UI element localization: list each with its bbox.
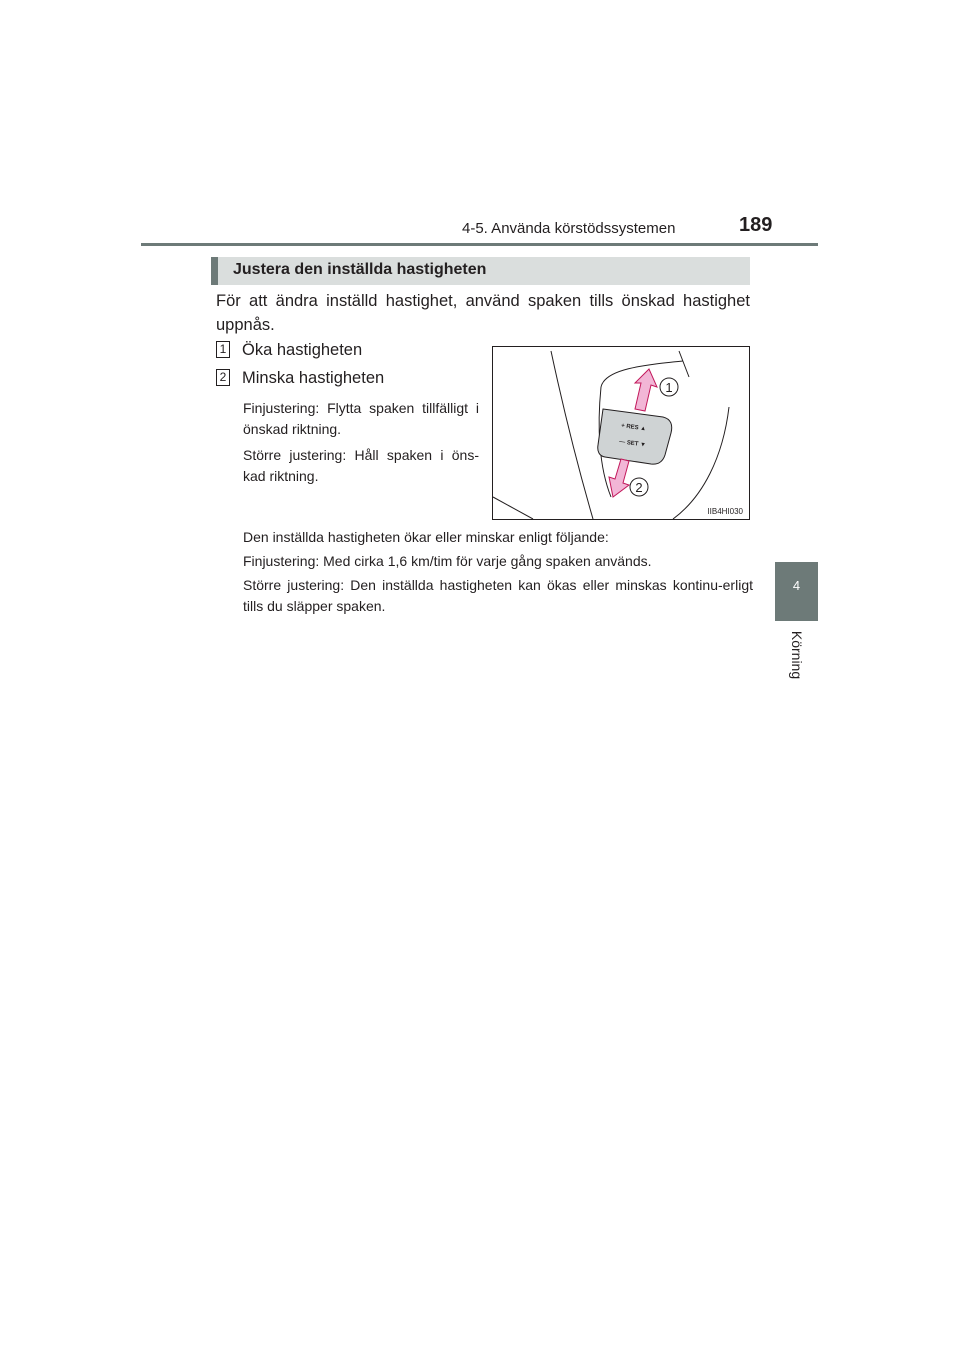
chapter-tab-label: Körning [789,630,805,680]
lever-label-res: + RES ▲ [620,423,647,433]
chapter-section-title: 4-5. Använda körstödssystemen [462,220,676,237]
section-heading: Justera den inställda hastigheten [233,261,487,278]
dash-edge [493,497,533,519]
panel-edge [679,351,689,377]
callout-label-2: 2 [635,480,643,495]
note-fine: Finjustering: Med cirka 1,6 km/tim för varje gång spaken används. [243,553,652,569]
step-decrease [216,369,384,391]
page-number: 189 [739,214,773,236]
step-increase [216,341,362,363]
section-heading-bar [211,257,750,285]
arrow-up-icon [635,369,657,411]
figure-code: IIB4HI030 [707,507,743,516]
step-label: Öka hastigheten [242,341,363,359]
step-number-badge: 1 [216,341,230,358]
wheel-rim [673,407,729,519]
detail-fine-adjust: Finjustering: Flytta spaken tillfälligt i önskad riktning. [243,400,479,437]
step-label: Minska hastigheten [242,369,385,387]
cruise-lever [598,409,672,464]
callout-label-1: 1 [665,380,673,395]
lever-illustration [492,346,750,520]
step-number-badge: 2 [216,369,230,386]
note-coarse: Större justering: Den inställda hastigheten kan ökas eller minskas kontinu-erligt tills du släpper spaken. [243,577,753,614]
detail-coarse-adjust: Större justering: Håll spaken i öns-kad riktning. [243,447,479,484]
lever-drawing [493,347,749,519]
chapter-tab-number: 4 [792,578,801,593]
arrow-down-icon [609,459,629,497]
intro-paragraph: För att ändra inställd hastighet, använd spaken tills önskad hastighet uppnås. [216,292,750,334]
note-general: Den inställda hastigheten ökar eller minskar enligt följande: [243,529,609,545]
header-divider [141,243,818,246]
wheel-outline [551,351,593,519]
lever-label-set: — SET ▼ [618,439,647,449]
